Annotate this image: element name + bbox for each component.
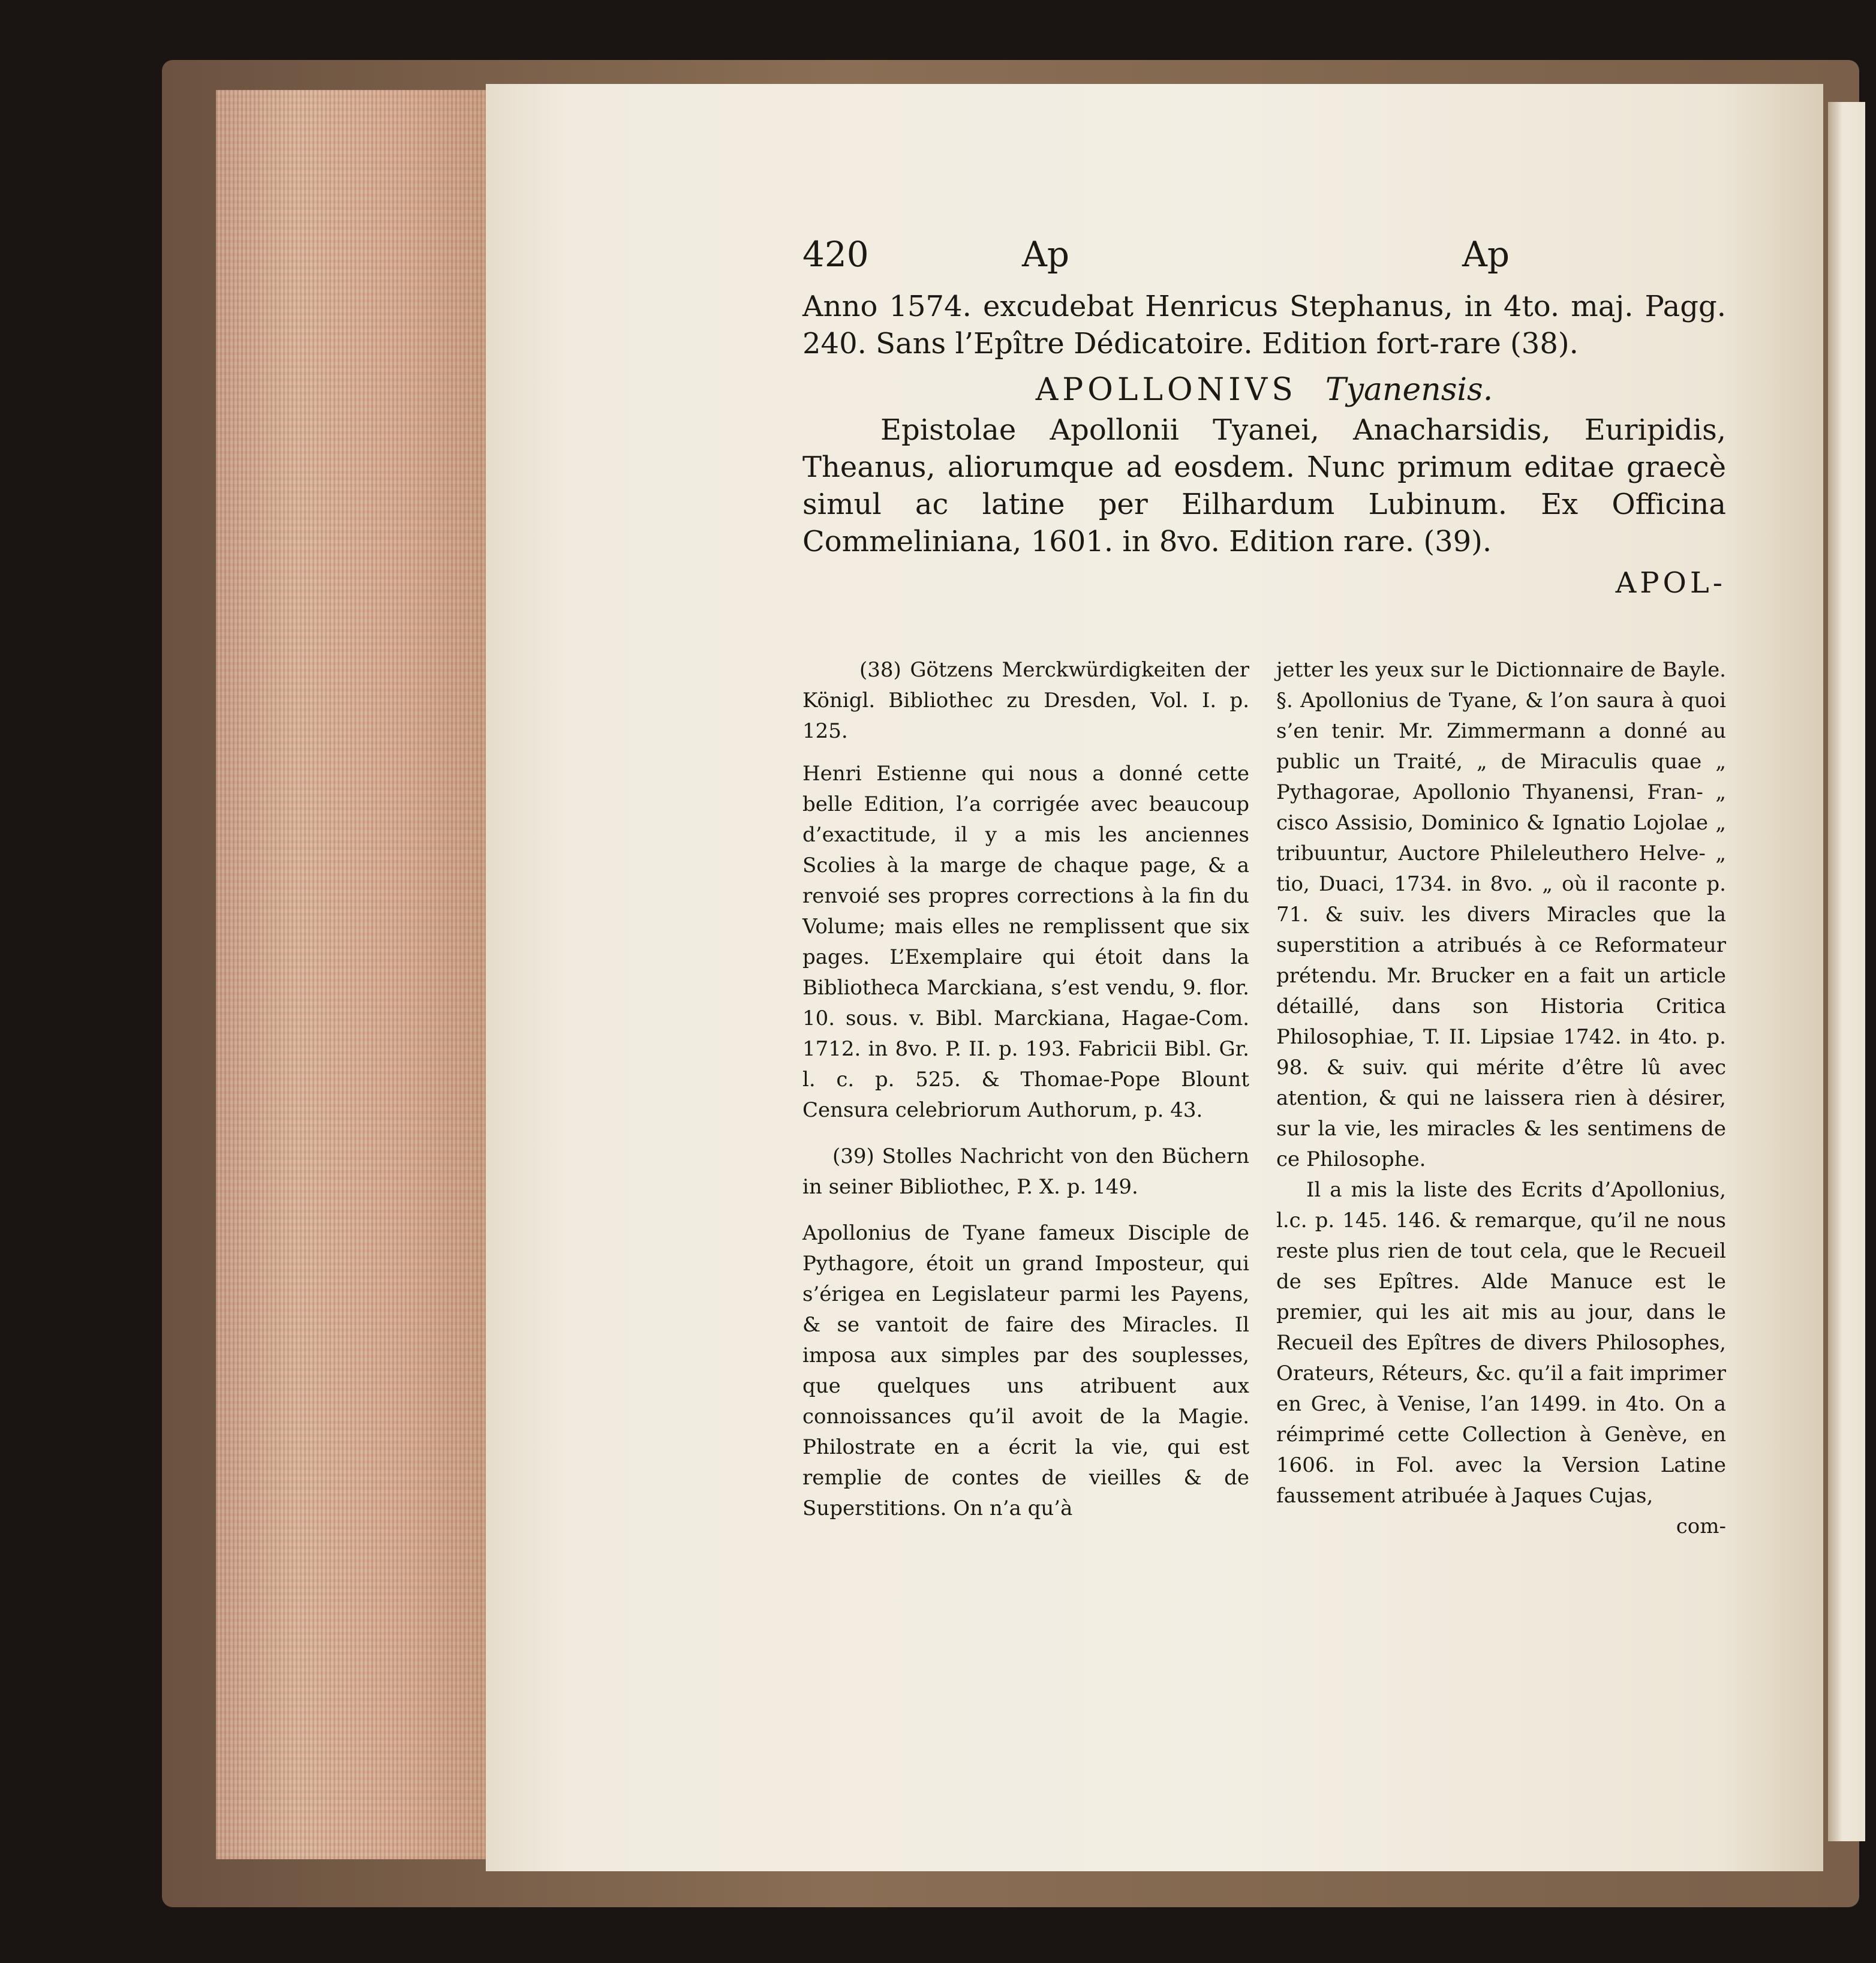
page-edge-fore [216, 90, 489, 1859]
footnote-column-left [802, 655, 1249, 1540]
footnote-column-right [1276, 655, 1726, 1542]
facing-page-edge [1828, 102, 1865, 1841]
section-heading-name: APOLLONIVS [1035, 372, 1297, 408]
entry-paragraph-2: Epistolae Apollonii Tyanei, Anacharsidis, Euripidis, Theanus, aliorumque ad eosdem. Nunc primum editae graecè simul ac latine per Eilhardum Lubinum. Ex Officina Commeliniana, 1601. in 8vo. Edition rare. (39). [802, 413, 1726, 558]
catchword-top: APOL- [1615, 566, 1726, 600]
page-number: 420 [802, 234, 869, 275]
page-content [802, 234, 1726, 600]
catchword-bottom: com- [1676, 1514, 1726, 1538]
left-running-head: Ap [1022, 234, 1070, 275]
footnote-paragraph: Il a mis la liste des Ecrits d’Apollonius, l.c. p. 145. 146. & remarque, qu’il ne nous reste plus rien de tout cela, que le Recueil de ses Epîtres. Alde Manuce est le premier, qui les ait mis au jour, dans le Recueil des Epîtres de divers Philosophes, Orateurs, Réteurs, &c. qu’il a fait imprimer en Grec, à Venise, l’an 1499. in 4to. On a réimprimé cette Collection à Genève, en 1606. in Fol. avec la Version Latine faussement atribuée à Jaques Cujas, [1276, 1178, 1726, 1508]
section-heading-epithet: Tyanensis. [1325, 372, 1493, 408]
footnote-continuation: jetter les yeux sur le Dictionnaire de Bayle. §. Apollonius de Tyane, & l’on saura à quoi s’en tenir. Mr. Zimmermann a donné au public un Traité, „ de Miraculis quae „ Pythagorae, Apollonio Thyanensi, Fran- „ cisco Assisio, Dominico & Ignatio Lojolae „ tribuuntur, Auctore Phileleuthero Helve- „ tio, Duaci, 1734. in 8vo. „ où il raconte p. 71. & suiv. les divers Miracles que la superstition a atribués à ce Reformateur prétendu. Mr. Brucker en a fait un article détaillé, dans son Historia Critica Philosophiae, T. II. Lipsiae 1742. in 4to. p. 98. & suiv. qui mérite d’être lû avec atention, & qui ne laissera rien à désirer, sur la vie, les miracles & les sentimens de ce Philosophe. [1276, 658, 1726, 1171]
footnote-38: (38) Götzens Merckwürdigkeiten der Königl. Bibliothec zu Dresden, Vol. I. p. 125. [802, 658, 1249, 743]
entry-paragraph-1: Anno 1574. excudebat Henricus Stephanus, in 4to. maj. Pagg. 240. Sans l’Epître Dédicatoire. Edition fort-rare (38). [802, 290, 1726, 360]
section-heading [802, 372, 1726, 408]
right-running-head: Ap [1462, 234, 1510, 275]
footnote-39-text: Apollonius de Tyane fameux Disciple de Pythagore, étoit un grand Imposteur, qui s’érigea en Legislateur parmi les Payens, & se vantoit de faire des Miracles. Il imposa aux simples par des souplesses, que quelques uns atribuent aux connoissances qu’il avoit de la Magie. Philostrate en a écrit la vie, qui est remplie de contes de vieilles & de Superstitions. On n’a qu’à [802, 1221, 1249, 1520]
running-header [802, 234, 1726, 288]
footnote-39: (39) Stolles Nachricht von den Büchern in seiner Bibliothec, P. X. p. 149. [802, 1144, 1249, 1199]
footnote-38-text: Henri Estienne qui nous a donné cette belle Edition, l’a corrigée avec beaucoup d’exactitude, il y a mis les anciennes Scolies à la marge de chaque page, & a renvoié ses propres corrections à la fin du Volume; mais elles ne remplissent que six pages. L’Exemplaire qui étoit dans la Bibliotheca Marckiana, s’est vendu, 9. flor. 10. sous. v. Bibl. Marckiana, Hagae-Com. 1712. in 8vo. P. II. p. 193. Fabricii Bibl. Gr. l. c. p. 525. & Thomae-Pope Blount Censura celebriorum Authorum, p. 43. [802, 762, 1249, 1122]
